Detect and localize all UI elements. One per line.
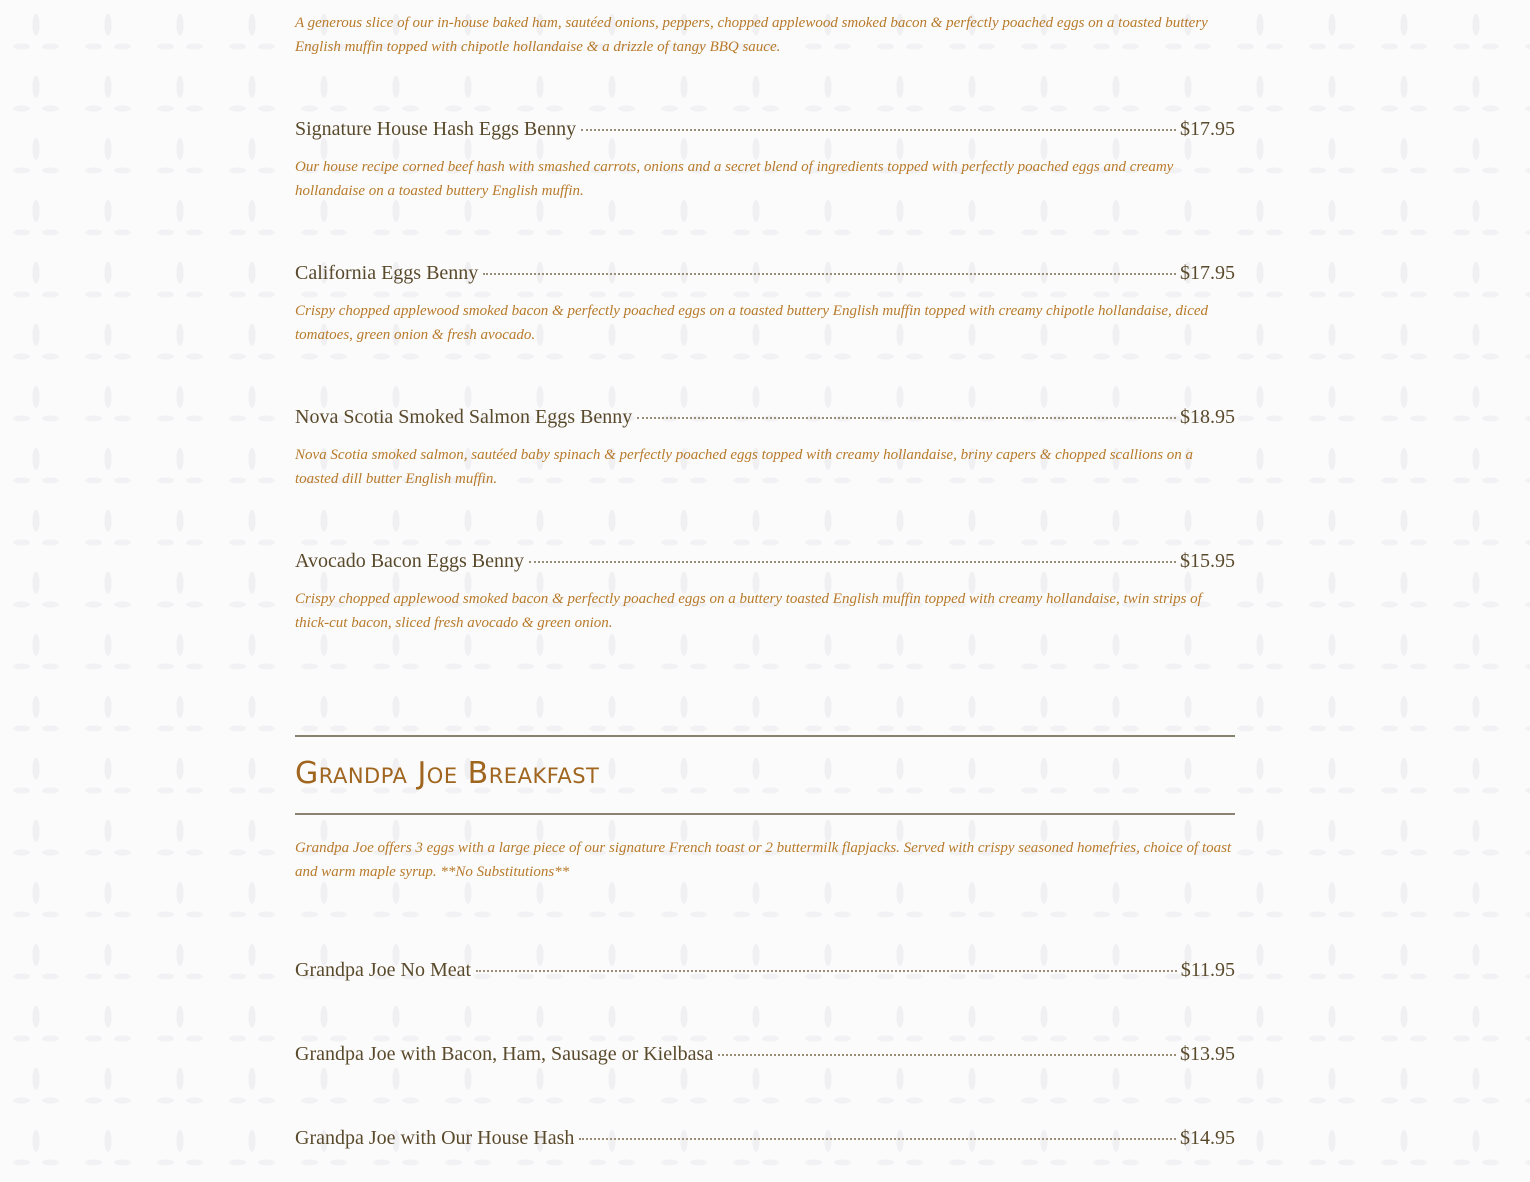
item-name: Grandpa Joe with Our House Hash: [295, 1127, 575, 1149]
item-name: Grandpa Joe No Meat: [295, 959, 472, 981]
item-name: Grandpa Joe with Bacon, Ham, Sausage or Kielbasa: [295, 1043, 714, 1065]
dot-leader: [718, 1054, 1176, 1056]
item-price: $18.95: [1180, 406, 1235, 428]
dot-leader: [476, 970, 1177, 972]
section-intro: Grandpa Joe offers 3 eggs with a large piece of our signature French toast or 2 buttermilk flapjacks. Served with crispy seasoned homefries, choice of toast and warm maple syrup. **No Substitutions**: [295, 840, 1232, 880]
item-description: Our house recipe corned beef hash with smashed carrots, onions and a secret blend of ingredients topped with perfectly poached eggs and creamy hollandaise on a toasted buttery English muffin.: [295, 159, 1174, 199]
menu-item-nova-scotia-salmon-benny: [295, 405, 1235, 429]
menu-item-california-benny: [295, 261, 1235, 285]
dot-leader: [579, 1138, 1176, 1140]
menu-item-grandpa-no-meat: [295, 958, 1235, 982]
dot-leader: [637, 417, 1176, 419]
item-name: Nova Scotia Smoked Salmon Eggs Benny: [295, 406, 633, 428]
item-price: $17.95: [1180, 262, 1235, 284]
item-price: $17.95: [1180, 118, 1235, 140]
section-title-grandpa-joe: Grandpa Joe Breakfast: [295, 756, 600, 791]
section-divider-bottom: [295, 813, 1235, 815]
item-description: Nova Scotia smoked salmon, sautéed baby spinach & perfectly poached eggs topped with creamy hollandaise, briny capers & chopped scallions on a toasted dill butter English muffin.: [295, 447, 1194, 487]
menu-item-grandpa-with-meat: [295, 1042, 1235, 1066]
item-price: $13.95: [1180, 1043, 1235, 1065]
menu-item-avocado-bacon-benny: [295, 549, 1235, 573]
dot-leader: [529, 561, 1176, 563]
dot-leader: [581, 129, 1176, 131]
item-description: A generous slice of our in-house baked ham, sautéed onions, peppers, chopped applewood smoked bacon & perfectly poached eggs on a toasted buttery English muffin topped with chipotle hollandaise & a drizzle of tangy BBQ sauce.: [295, 15, 1208, 55]
item-description: Crispy chopped applewood smoked bacon & perfectly poached eggs on a toasted buttery English muffin topped with creamy chipotle hollandaise, diced tomatoes, green onion & fresh avocado.: [295, 303, 1209, 343]
item-name: Signature House Hash Eggs Benny: [295, 118, 577, 140]
section-divider-top: [295, 735, 1235, 737]
item-description: Crispy chopped applewood smoked bacon & perfectly poached eggs on a buttery toasted English muffin topped with creamy hollandaise, twin strips of thick-cut bacon, sliced fresh avocado & green onion.: [295, 591, 1202, 631]
dot-leader: [483, 273, 1176, 275]
menu-item-signature-house-hash-benny: [295, 117, 1235, 141]
item-price: $14.95: [1180, 1127, 1235, 1149]
menu-item-grandpa-house-hash: [295, 1126, 1235, 1150]
item-price: $15.95: [1180, 550, 1235, 572]
item-name: Avocado Bacon Eggs Benny: [295, 550, 525, 572]
item-name: California Eggs Benny: [295, 262, 479, 284]
item-price: $11.95: [1180, 959, 1235, 981]
